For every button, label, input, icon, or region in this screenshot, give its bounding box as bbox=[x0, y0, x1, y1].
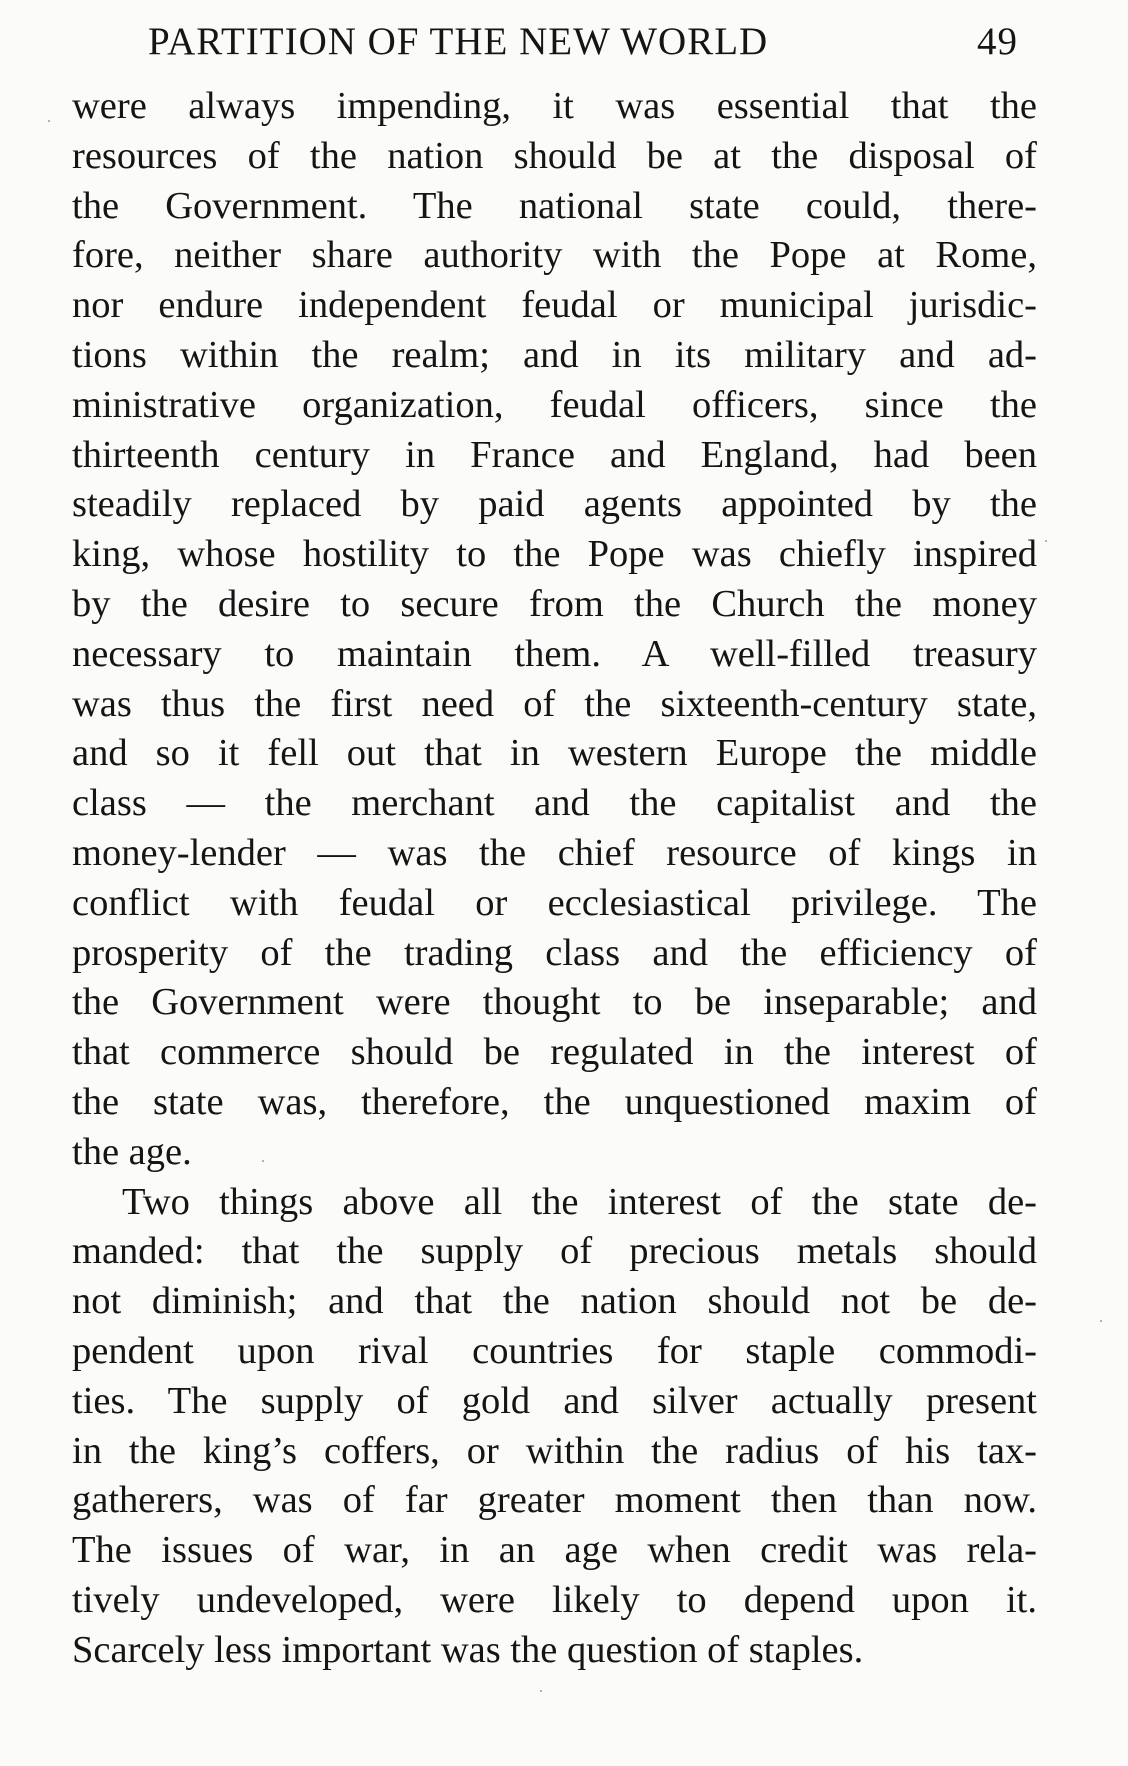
paper-speck bbox=[262, 1160, 264, 1162]
text-line: Two things above all the interest of the state de- bbox=[122, 1180, 1037, 1223]
text-line: by the desire to secure from the Church the money bbox=[72, 582, 1037, 625]
running-title: PARTITION OF THE NEW WORLD bbox=[148, 19, 769, 63]
text-line: pendent upon rival countries for staple commodi- bbox=[72, 1329, 1037, 1372]
text-line: were always impending, it was essential that the bbox=[72, 85, 1037, 127]
text-line: the state was, therefore, the unquestioned maxim of bbox=[72, 1080, 1037, 1123]
text-line: fore, neither share authority with the Pope at Rome, bbox=[72, 234, 1037, 277]
text-line: money-lender — was the chief resource of kings in bbox=[72, 831, 1037, 874]
text-line: tions within the realm; and in its military and ad- bbox=[72, 333, 1037, 376]
text-line: gatherers, was of far greater moment then than now. bbox=[72, 1479, 1037, 1522]
text-line: tively undeveloped, were likely to depend upon it. bbox=[72, 1578, 1037, 1621]
text-line: conflict with feudal or ecclesiastical privilege. The bbox=[72, 881, 1037, 924]
text-line: in the king’s coffers, or within the radius of his tax- bbox=[72, 1429, 1037, 1472]
text-line: the Government. The national state could, there- bbox=[72, 184, 1037, 227]
text-line: The issues of war, in an age when credit was rela- bbox=[72, 1529, 1037, 1572]
body-text bbox=[72, 82, 1037, 1676]
paper-speck bbox=[48, 120, 50, 122]
text-line: Scarcely less important was the question of staples. bbox=[72, 1628, 864, 1671]
text-line: the age. bbox=[72, 1130, 192, 1173]
text-line: manded: that the supply of precious metals should bbox=[72, 1230, 1037, 1273]
text-line: resources of the nation should be at the disposal of bbox=[72, 134, 1037, 177]
paragraph bbox=[72, 82, 1037, 1178]
text-line: was thus the first need of the sixteenth-century state, bbox=[72, 682, 1037, 725]
text-line: that commerce should be regulated in the interest of bbox=[72, 1031, 1037, 1074]
paper-speck bbox=[1100, 1320, 1102, 1322]
text-line: necessary to maintain them. A well-filled treasury bbox=[72, 632, 1037, 675]
text-line: class — the merchant and the capitalist and the bbox=[72, 782, 1037, 825]
text-line: the Government were thought to be inseparable; and bbox=[72, 981, 1037, 1024]
text-line: steadily replaced by paid agents appointed by the bbox=[72, 483, 1037, 526]
text-line: king, whose hostility to the Pope was chiefly inspired bbox=[72, 533, 1037, 576]
paragraph bbox=[72, 1178, 1037, 1676]
text-line: ministrative organization, feudal officers, since the bbox=[72, 383, 1037, 426]
page-number: 49 bbox=[977, 19, 1018, 63]
text-line: not diminish; and that the nation should not be de- bbox=[72, 1280, 1037, 1323]
text-line: nor endure independent feudal or municipal jurisdic- bbox=[72, 284, 1037, 327]
text-line: thirteenth century in France and England, had been bbox=[72, 433, 1037, 476]
paper-speck bbox=[540, 1690, 542, 1692]
text-line: ties. The supply of gold and silver actually present bbox=[72, 1379, 1037, 1422]
running-head bbox=[148, 6, 1018, 76]
text-line: prosperity of the trading class and the efficiency of bbox=[72, 931, 1037, 974]
paper-speck bbox=[1045, 540, 1047, 542]
text-line: and so it fell out that in western Europe the middle bbox=[72, 732, 1037, 775]
